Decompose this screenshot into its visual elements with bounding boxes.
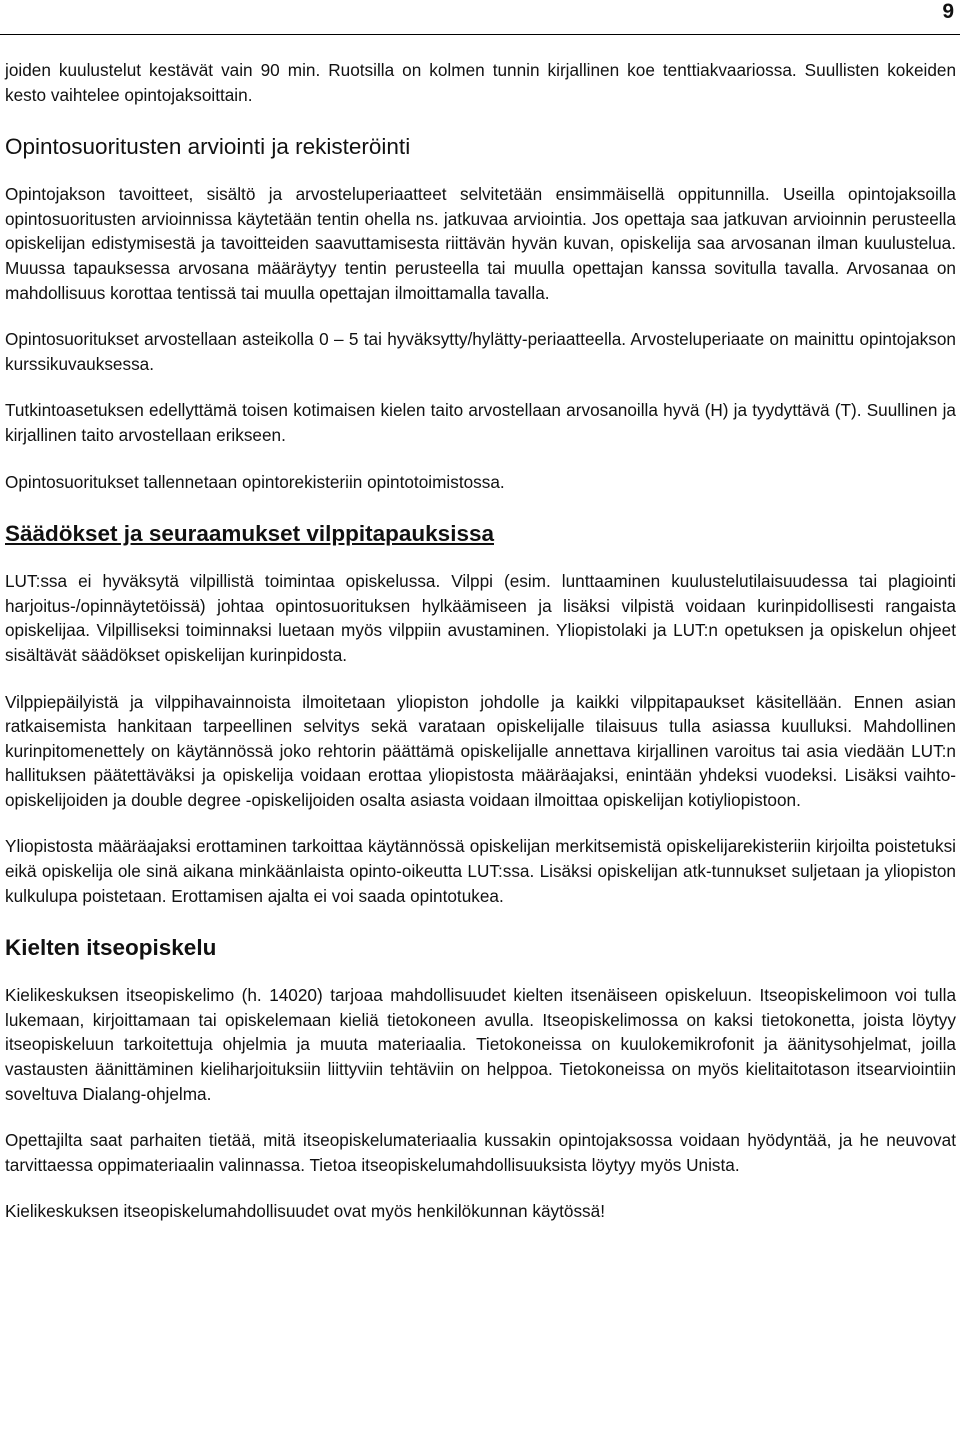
cheating-paragraph-3: Yliopistosta määräajaksi erottaminen tarkoittaa käytännössä opiskelijan merkitsemistä opiskelijarekisteriin kirjoilta poistetuksi eikä opiskelija ole sinä aikana minkäänlaista opinto-oikeutta LUT:ssa. Lisäksi opiskelijan atk-tunnukset suljetaan ja yliopiston kulkulupa poistetaan. Erottamisen ajalta ei voi saada opintotukea. — [5, 836, 956, 906]
assessment-paragraph-3: Tutkintoasetuksen edellyttämä toisen kotimaisen kielen taito arvostellaan arvosanoilla hyvä (H) ja tyydyttävä (T). Suullinen ja kirjallinen taito arvostellaan erikseen. — [5, 400, 956, 445]
assessment-heading: Opintosuoritusten arviointi ja rekisteröinti — [5, 134, 411, 160]
languages-paragraph-2: Opettajilta saat parhaiten tietää, mitä itseopiskelumateriaalia kussakin opintojaksossa voidaan hyödyntää, ja he neuvovat tarvittaessa oppimateriaalin valinnassa. Tietoa itseopiskelumahdollisuuksista löytyy myös Unista. — [5, 1130, 956, 1175]
assessment-paragraph-4: Opintosuoritukset tallennetaan opintorekisteriin opintotoimistossa. — [5, 471, 505, 492]
languages-paragraph-1: Kielikeskuksen itseopiskelimo (h. 14020) tarjoaa mahdollisuudet kielten itsenäiseen opiskeluun. Itseopiskelimoon voi tulla lukemaan, kirjoittamaan tai opiskelemaan kieliä tietokoneen avulla. Itseopiskelimossa on kaksi tietokonetta, joista löytyy itseopiskeluun tarkoitettuja ohjelmia ja muuta materiaalia. Tietokoneissa on kuulokemikrofonit ja äänitysohjelmat, joilla vastausten äänittäminen kieliharjoituksiin liittyviin tehtäviin on helppoa. Tietokoneissa on myös kielitaitotason itsearviointiin soveltuva Dialang-ohjelma. — [5, 985, 956, 1104]
intro-paragraph: joiden kuulustelut kestävät vain 90 min. Ruotsilla on kolmen tunnin kirjallinen koe tenttiakvaariossa. Suullisten kokeiden kesto vaihtelee opintojaksoittain. — [5, 60, 956, 105]
assessment-paragraph-2: Opintosuoritukset arvostellaan asteikolla 0 – 5 tai hyväksytty/hylätty-periaatteella. Arvosteluperiaate on mainittu opintojakson kurssikuvauksessa. — [5, 329, 956, 374]
languages-heading: Kielten itseopiskelu — [5, 935, 217, 961]
cheating-paragraph-2: Vilppiepäilyistä ja vilppihavainnoista ilmoitetaan yliopiston johdolle ja kaikki vilppitapaukset käsitellään. Ennen asian ratkaisemista hankitaan tarpeellinen selvitys sekä varataan opiskelijalle tilaisuus tulla asiassa kuulluksi. Mahdollinen kurinpitomenettely on käytännössä joko rehtorin päättämä opiskelijalle annettava kirjallinen varoitus tai asia viedään LUT:n hallituksen päätettäväksi ja opiskelija voidaan erottaa yliopistosta määräajaksi, enintään yhdeksi vuodeksi. Lisäksi vaihto-opiskelijoiden ja double degree -opiskelijoiden osalta asiasta voidaan ilmoittaa opiskelijan kotiyliopistoon. — [5, 691, 956, 810]
cheating-paragraph-1: LUT:ssa ei hyväksytä vilpillistä toimintaa opiskelussa. Vilppi (esim. lunttaaminen kuulustelutilaisuudessa tai plagiointi harjoitus-/opinnäytetöissä) johtaa opintosuorituksen hylkäämiseen ja lisäksi vilpistä voidaan kurinpidollisesti rangaista opiskelijaa. Vilpilliseksi toiminnaksi luetaan myös vilppiin avustaminen. Yliopistolaki ja LUT:n opetuksen ja opiskelun ohjeet sisältävät säädökset opiskelijan kurinpidosta. — [5, 571, 956, 665]
header-rule — [0, 34, 960, 35]
assessment-paragraph-1: Opintojakson tavoitteet, sisältö ja arvosteluperiaatteet selvitetään ensimmäisellä oppitunnilla. Useilla opintojaksoilla opintosuoritusten arvioinnissa käytetään tentin ohella ns. jatkuvaa arviointia. Jos opettaja saa jatkuvan arvioinnin perusteella opiskelijan edistymisestä ja tavoitteiden saavuttamisesta riittävän hyvän kuvan, opiskelija saa arvosanan ilman kuulustelua. Muussa tapauksessa arvosana määräytyy tentin perusteella tai muulla opettajan kanssa sovitulla tavalla. Arvosanaa on mahdollisuus korottaa tentissä tai muulla opettajan ilmoittamalla tavalla. — [5, 184, 956, 303]
page-content — [5, 58, 956, 1246]
page-number: 9 — [942, 0, 954, 23]
languages-paragraph-3: Kielikeskuksen itseopiskelumahdollisuudet ovat myös henkilökunnan käytössä! — [5, 1201, 605, 1222]
cheating-heading: Säädökset ja seuraamukset vilppitapauksissa — [5, 521, 494, 547]
